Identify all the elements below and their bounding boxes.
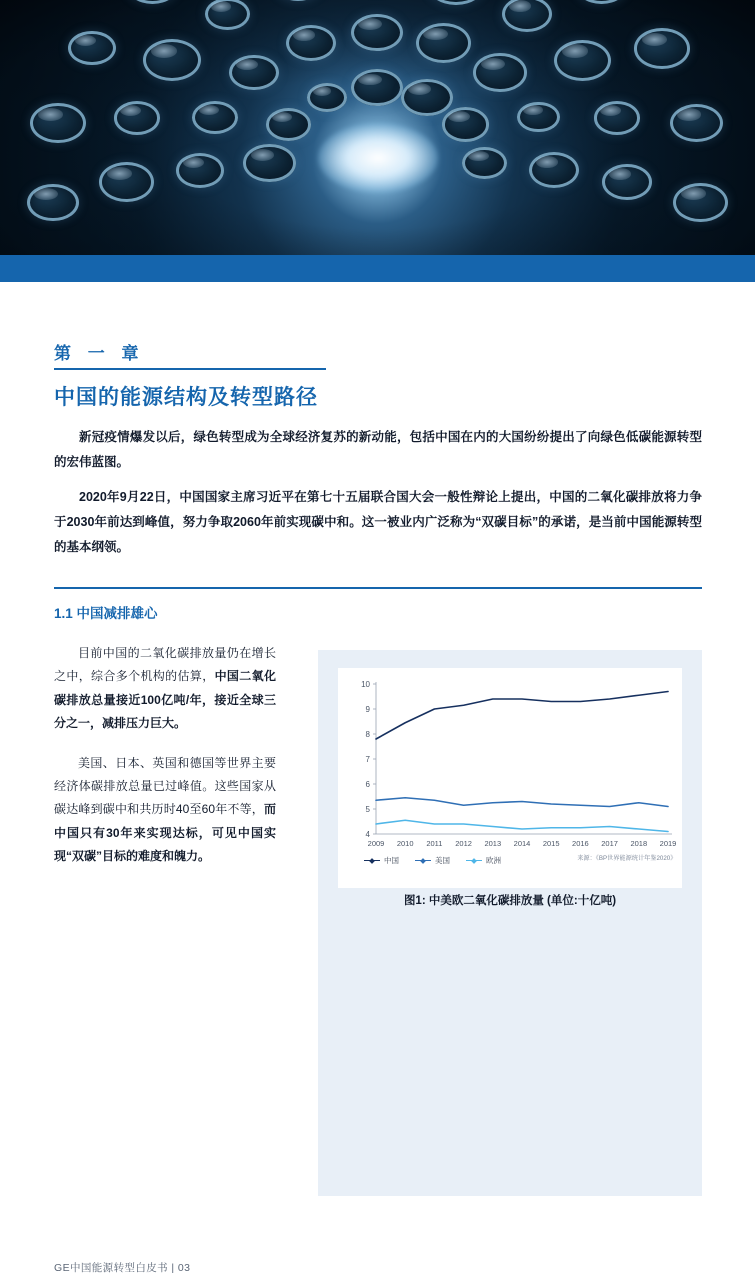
pipe-end-decoration — [143, 39, 201, 81]
page-title: 中国的能源结构及转型路径 — [54, 386, 318, 409]
pipe-end-decoration — [602, 164, 652, 200]
pipe-end-decoration — [286, 25, 336, 61]
legend-item-0 — [364, 855, 399, 866]
pipe-end-decoration — [274, 0, 322, 1]
svg-text:7: 7 — [365, 755, 370, 764]
chart-legend — [364, 855, 501, 866]
pipe-end-decoration — [351, 14, 404, 52]
svg-text:2016: 2016 — [572, 839, 589, 848]
hero-image — [0, 0, 755, 255]
pipe-end-decoration — [442, 107, 490, 141]
svg-text:2011: 2011 — [426, 839, 443, 848]
chart-source: 来源：《BP世界能源统计年鉴2020》 — [576, 855, 676, 862]
svg-text:2013: 2013 — [484, 839, 502, 848]
pipe-end-decoration — [30, 103, 85, 143]
figure-caption: 图1: 中美欧二氧化碳排放量 (单位:十亿吨) — [403, 895, 617, 907]
svg-text:2019: 2019 — [659, 839, 677, 848]
svg-text:5: 5 — [365, 805, 370, 814]
pipe-end-decoration — [502, 0, 552, 32]
svg-text:2014: 2014 — [513, 839, 531, 848]
section-divider — [54, 587, 702, 589]
svg-text:9: 9 — [365, 705, 370, 714]
svg-text:8: 8 — [365, 730, 370, 739]
svg-text:2015: 2015 — [542, 839, 560, 848]
pipe-end-decoration — [229, 55, 278, 91]
body-paragraph-1: 目前中国的二氧化碳排放量仍在增长之中，综合多个机构的估算，中国二氧化碳排放总量接近100亿吨/年，接近全球三分之一，减排压力巨大。 — [54, 646, 276, 731]
pipe-end-decoration — [427, 0, 484, 5]
svg-text:4: 4 — [365, 830, 370, 839]
pipe-end-decoration — [575, 0, 628, 4]
legend-label-1: 美国 — [435, 856, 450, 865]
svg-text:2009: 2009 — [367, 839, 385, 848]
legend-swatch-0 — [364, 860, 380, 861]
pipe-end-decoration — [99, 162, 154, 202]
section-heading: 1.1 中国减排雄心 — [54, 606, 158, 621]
pipe-end-decoration — [68, 31, 115, 65]
pipe-end-decoration — [401, 79, 453, 116]
pipe-end-decoration — [416, 23, 471, 63]
legend-item-1 — [415, 855, 450, 866]
chart-card — [338, 668, 682, 888]
chapter-divider — [54, 368, 326, 370]
pipe-end-decoration — [243, 144, 295, 182]
svg-text:2018: 2018 — [630, 839, 648, 848]
pipe-end-decoration — [673, 183, 728, 223]
intro-paragraph-2: 2020年9月22日，中国国家主席习近平在第七十五届联合国大会一般性辩论上提出，中国的二氧化碳排放将力争于2030年前达到峰值，努力争取2060年前实现碳中和。这一被业内广泛称为“双碳目标”的承诺，是当前中国能源转型的基本纲领。 — [54, 490, 702, 554]
svg-text:2010: 2010 — [396, 839, 414, 848]
pipe-end-decoration — [462, 147, 507, 179]
svg-text:10: 10 — [361, 680, 370, 689]
pipe-end-decoration — [266, 108, 311, 141]
pipe-end-decoration — [114, 101, 161, 135]
pipe-end-decoration — [529, 152, 580, 188]
pipe-end-decoration — [176, 153, 225, 188]
hero-glow — [318, 123, 438, 193]
pipe-end-decoration — [351, 69, 402, 106]
pipe-end-decoration — [473, 53, 526, 91]
page-footer: GE中国能源转型白皮书 | 03 — [54, 1262, 191, 1274]
body-paragraph-2: 美国、日本、英国和德国等世界主要经济体碳排放总量已过峰值。这些国家从碳达峰到碳中和共历时40至60年不等，而中国只有30年来实现达标，可见中国实现“双碳”目标的难度和魄力。 — [54, 755, 276, 864]
legend-item-2 — [466, 855, 501, 866]
svg-text:2012: 2012 — [455, 839, 472, 848]
pipe-end-decoration — [27, 184, 79, 222]
pipe-end-decoration — [554, 40, 611, 81]
pipe-end-decoration — [205, 0, 250, 30]
legend-swatch-2 — [466, 860, 482, 861]
pipe-end-decoration — [517, 102, 560, 133]
body-column — [54, 642, 276, 885]
figure-block — [318, 650, 702, 1196]
legend-swatch-1 — [415, 860, 431, 861]
pipe-end-decoration — [634, 28, 690, 69]
accent-bar — [0, 255, 755, 282]
pipe-end-decoration — [307, 83, 347, 112]
pipe-end-decoration — [126, 0, 179, 4]
svg-text:2017: 2017 — [601, 839, 618, 848]
intro-paragraph-1: 新冠疫情爆发以后，绿色转型成为全球经济复苏的新动能，包括中国在内的大国纷纷提出了向绿色低碳能源转型的宏伟蓝图。 — [54, 430, 702, 469]
pipe-end-decoration — [594, 101, 640, 134]
legend-label-2: 欧洲 — [486, 856, 501, 865]
pipe-end-decoration — [670, 104, 723, 142]
pipe-end-decoration — [192, 101, 238, 134]
chapter-label: 第 一 章 — [54, 344, 145, 363]
legend-label-0: 中国 — [384, 856, 399, 865]
svg-text:6: 6 — [365, 780, 370, 789]
